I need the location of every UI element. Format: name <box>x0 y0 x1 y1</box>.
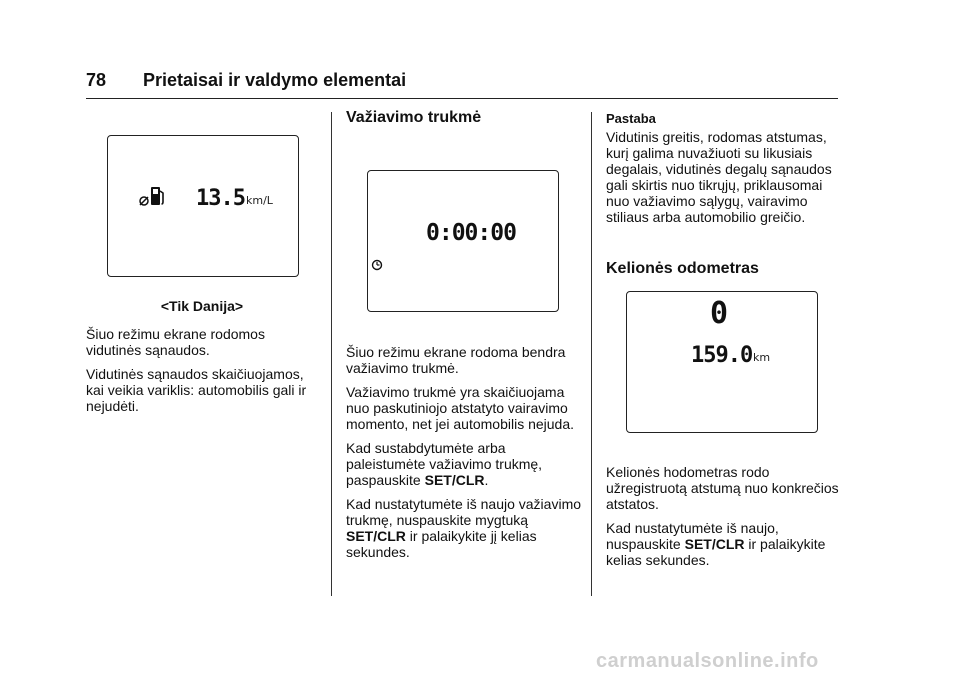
driving-time-display <box>367 170 559 312</box>
left-column-text <box>86 326 322 422</box>
right-column-text <box>606 464 842 576</box>
section-heading-driving-time: Važiavimo trukmė <box>346 109 482 126</box>
middle-heading-block <box>346 110 582 126</box>
column-divider-2 <box>591 112 592 596</box>
column-divider-1 <box>331 112 332 596</box>
right-paragraph-2: Kad nustatytumėte iš naujo, nuspauskite SET/CLR ir palaikykite kelias sekundes. <box>606 520 826 568</box>
middle-paragraph-3: Kad sustabdytumėte arba paleistumėte važiavimo trukmę, paspauskite SET/CLR. <box>346 440 543 488</box>
consumption-unit: km/L <box>246 194 273 207</box>
note-label: Pastaba <box>606 111 656 126</box>
fuel-pump-icon <box>150 185 166 207</box>
section-heading-trip-odometer: Kelionės odometras <box>606 260 759 277</box>
left-paragraph-1: Šiuo režimu ekrane rodomos vidutinės sąnaudos. <box>86 326 265 358</box>
trip-odometer-display <box>626 291 818 433</box>
average-icon <box>138 195 150 207</box>
figure-caption: <Tik Danija> <box>160 298 244 314</box>
right-heading-block <box>606 261 842 277</box>
clock-icon <box>371 259 383 271</box>
left-paragraph-2: Vidutinės sąnaudos skaičiuojamos, kai veikia variklis: automobilis gali ir nejudėti. <box>86 366 307 414</box>
consumption-value: 13.5 <box>196 186 245 211</box>
right-paragraph-1: Kelionės hodometras rodo užregistruotą atstumą nuo konkrečios atstatos. <box>606 464 839 512</box>
watermark: carmanualsonline.info <box>596 650 819 672</box>
driving-time-value: 0:00:00 <box>426 220 516 246</box>
middle-paragraph-1: Šiuo režimu ekrane rodoma bendra važiavimo trukmė. <box>346 344 566 376</box>
note-block <box>606 111 842 233</box>
trip-distance-unit: km <box>753 351 771 364</box>
middle-paragraph-2: Važiavimo trukmė yra skaičiuojama nuo paskutiniojo atstatyto vairavimo momento, net jei automobilis nejuda. <box>346 384 575 432</box>
page-title: Prietaisai ir valdymo elementai <box>143 70 407 90</box>
note-text: Vidutinis greitis, rodomas atstumas, kurį galima nuvažiuoti su likusiais degalais, vidutinės degalų sąnaudos gali skirtis nuo tikrųjų, priklausomai nuo važiavimo sąlygų, vairavimo stiliaus arba automobilio greičio. <box>606 129 832 225</box>
trip-indicator: 0 <box>710 296 729 331</box>
page-header <box>86 70 406 91</box>
set-clr-label: SET/CLR <box>424 472 485 488</box>
page-number: 78 <box>86 70 107 90</box>
trip-distance-value: 159.0 <box>691 343 753 368</box>
middle-paragraph-4: Kad nustatytumėte iš naujo važiavimo trukmę, nuspauskite mygtuką SET/CLR ir palaikykite jį kelias sekundes. <box>346 496 582 560</box>
fuel-consumption-display <box>107 135 299 277</box>
set-clr-label: SET/CLR <box>684 536 745 552</box>
middle-column-text <box>346 344 582 568</box>
set-clr-label: SET/CLR <box>346 528 406 544</box>
header-rule <box>86 98 838 99</box>
